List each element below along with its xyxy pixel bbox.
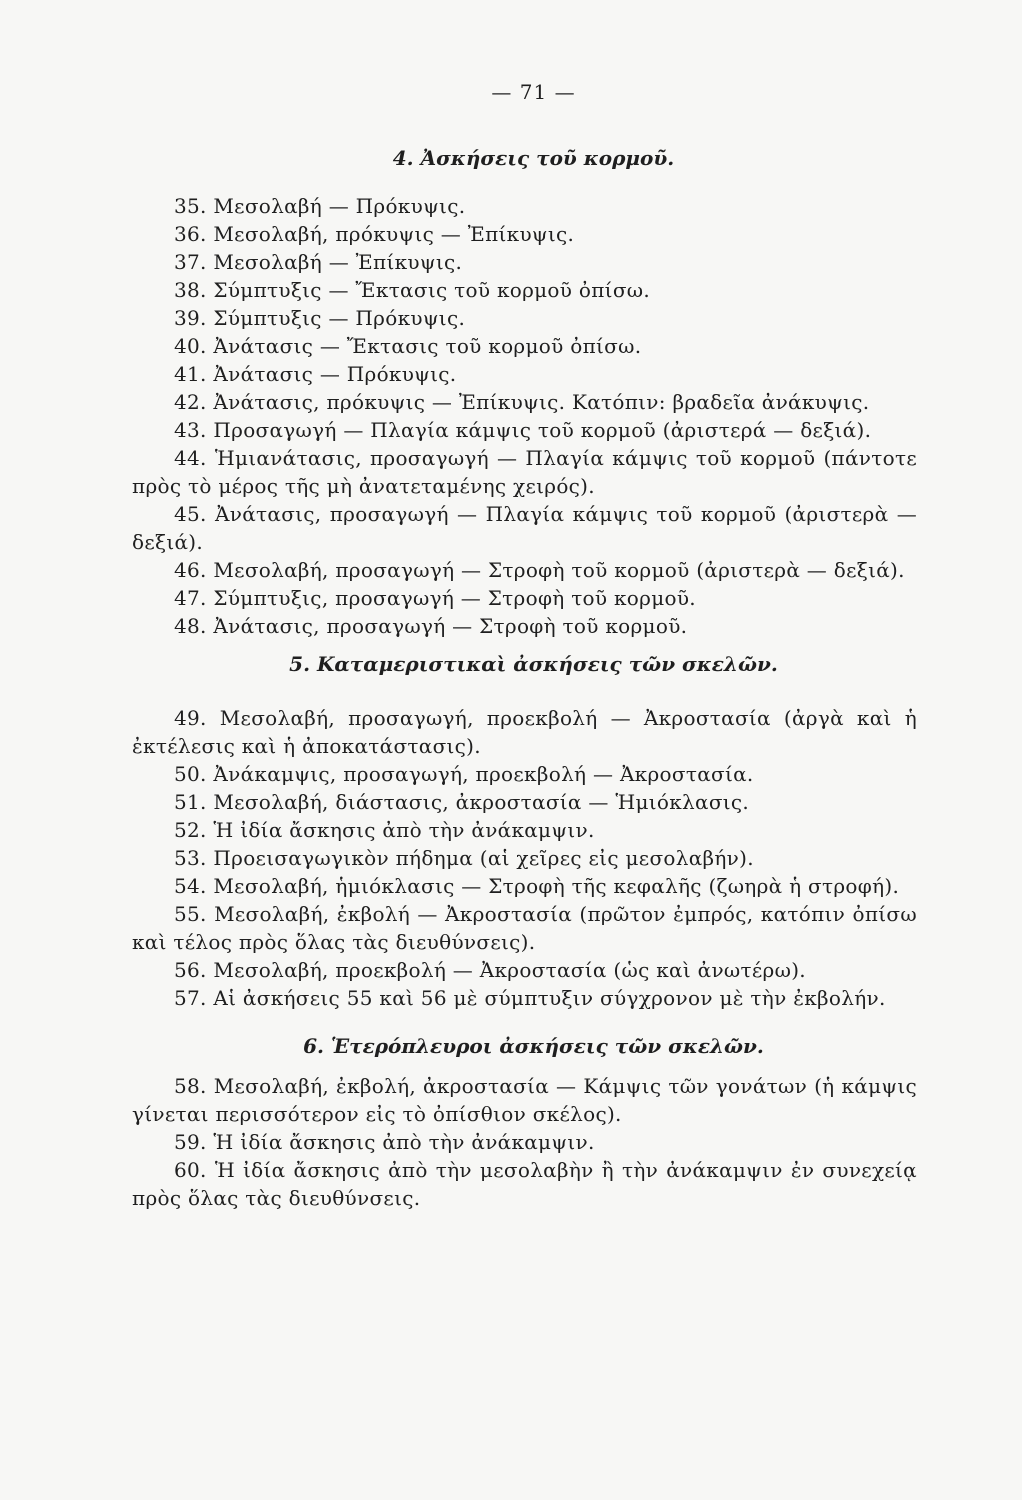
exercise-text: Μεσολαβή, διάστασις, ἀκροστασία — Ἡμιόκλασις.: [213, 790, 750, 814]
exercise-item: [132, 984, 917, 1012]
exercise-item: [132, 612, 917, 640]
exercise-item: [132, 192, 917, 220]
exercise-item: [132, 332, 917, 360]
exercise-number: 51.: [174, 790, 207, 814]
exercise-number: 52.: [174, 818, 207, 842]
exercise-item: [132, 416, 917, 444]
exercise-item: [132, 788, 917, 816]
exercise-item: [132, 1072, 917, 1128]
exercise-list: [132, 192, 917, 640]
exercise-item: [132, 844, 917, 872]
exercise-number: 42.: [174, 390, 207, 414]
exercise-number: 43.: [174, 418, 207, 442]
exercise-text: Ἡμιανάτασις, προσαγωγή — Πλαγία κάμψις τοῦ κορμοῦ (πάντοτε πρὸς τὸ μέρος τῆς μὴ ἀνατεταμένης χειρός).: [132, 446, 917, 498]
exercise-text: Μεσολαβή, ἐκβολή, ἀκροστασία — Κάμψις τῶν γονάτων (ἡ κάμψις γίνεται περισσότερον εἰς τὸ ὀπίσθιον σκέλος).: [132, 1074, 917, 1126]
exercise-item: [132, 556, 917, 584]
exercise-item: [132, 872, 917, 900]
exercise-text: Μεσολαβή, πρόκυψις — Ἐπίκυψις.: [213, 222, 575, 246]
exercise-number: 60.: [174, 1158, 207, 1182]
exercise-number: 56.: [174, 958, 207, 982]
exercise-item: [132, 956, 917, 984]
exercise-text: Μεσολαβή, προσαγωγή — Στροφὴ τοῦ κορμοῦ (ἀριστερὰ — δεξιά).: [213, 558, 905, 582]
exercise-text: Ἀνάτασις, πρόκυψις — Ἐπίκυψις. Κατόπιν: βραδεῖα ἀνάκυψις.: [213, 390, 870, 414]
exercise-text: Αἱ ἀσκήσεις 55 καὶ 56 μὲ σύμπτυξιν σύγχρονον μὲ τὴν ἐκβολήν.: [213, 986, 886, 1010]
exercise-item: [132, 360, 917, 388]
exercise-text: Ἡ ἰδία ἄσκησις ἀπὸ τὴν μεσολαβὴν ἢ τὴν ἀνάκαμψιν ἐν συνεχείᾳ πρὸς ὅλας τὰς διευθύνσεις.: [132, 1158, 917, 1210]
exercise-text: Προσαγωγή — Πλαγία κάμψις τοῦ κορμοῦ (ἀριστερά — δεξιά).: [213, 418, 872, 442]
section-leg-split-exercises: [132, 650, 917, 1012]
exercise-item: [132, 1156, 917, 1212]
page-number: — 71 —: [491, 80, 576, 104]
exercise-number: 50.: [174, 762, 207, 786]
exercise-number: 46.: [174, 558, 207, 582]
exercise-text: Σύμπτυξις — Ἔκτασις τοῦ κορμοῦ ὀπίσω.: [213, 278, 651, 302]
exercise-text: Σύμπτυξις — Πρόκυψις.: [213, 306, 466, 330]
exercise-item: [132, 760, 917, 788]
exercise-text: Μεσολαβή, προεκβολή — Ἀκροστασία (ὡς καὶ ἀνωτέρω).: [213, 958, 806, 982]
exercise-number: 53.: [174, 846, 207, 870]
exercise-number: 41.: [174, 362, 207, 386]
section-unilateral-leg-exercises: [132, 1032, 917, 1212]
section-trunk-exercises: [132, 144, 917, 640]
exercise-item: [132, 388, 917, 416]
exercise-text: Μεσολαβή — Ἐπίκυψις.: [213, 250, 463, 274]
exercise-text: Ἀνάτασις, προσαγωγή — Πλαγία κάμψις τοῦ κορμοῦ (ἀριστερὰ — δεξιά).: [132, 502, 917, 554]
exercise-item: [132, 900, 917, 956]
exercise-number: 45.: [174, 502, 207, 526]
exercise-number: 40.: [174, 334, 207, 358]
exercise-item: [132, 248, 917, 276]
exercise-number: 39.: [174, 306, 207, 330]
exercise-item: [132, 276, 917, 304]
exercise-item: [132, 444, 917, 500]
exercise-text: Ἀνάτασις — Ἔκτασις τοῦ κορμοῦ ὀπίσω.: [213, 334, 642, 358]
exercise-text: Μεσολαβή, ἐκβολή — Ἀκροστασία (πρῶτον ἐμπρός, κατόπιν ὀπίσω καὶ τέλος πρὸς ὅλας τὰς διευθύνσεις).: [132, 902, 917, 954]
exercise-number: 55.: [174, 902, 207, 926]
exercise-number: 54.: [174, 874, 207, 898]
section-heading: 5. Καταμεριστικαὶ ἀσκήσεις τῶν σκελῶν.: [289, 652, 778, 676]
exercise-item: [132, 304, 917, 332]
exercise-number: 35.: [174, 194, 207, 218]
section-heading: 6. Ἑτερόπλευροι ἀσκήσεις τῶν σκελῶν.: [303, 1034, 764, 1058]
exercise-text: Μεσολαβή, προσαγωγή, προεκβολή — Ἀκροστασία (ἀργὰ καὶ ἡ ἐκτέλεσις καὶ ἡ ἀποκατάστασις).: [132, 706, 917, 758]
exercise-text: Μεσολαβή, ἡμιόκλασις — Στροφὴ τῆς κεφαλῆς (ζωηρὰ ἡ στροφή).: [213, 874, 900, 898]
exercise-number: 58.: [174, 1074, 207, 1098]
exercise-list: [132, 704, 917, 1012]
exercise-text: Προεισαγωγικὸν πήδημα (αἱ χεῖρες εἰς μεσολαβήν).: [213, 846, 754, 870]
section-heading: 4. Ἀσκήσεις τοῦ κορμοῦ.: [392, 146, 675, 170]
exercise-item: [132, 220, 917, 248]
exercise-text: Ἀνάκαμψις, προσαγωγή, προεκβολή — Ἀκροστασία.: [213, 762, 754, 786]
exercise-number: 57.: [174, 986, 207, 1010]
exercise-number: 48.: [174, 614, 207, 638]
exercise-number: 38.: [174, 278, 207, 302]
exercise-number: 44.: [174, 446, 207, 470]
exercise-text: Ἡ ἰδία ἄσκησις ἀπὸ τὴν ἀνάκαμψιν.: [213, 818, 595, 842]
exercise-text: Ἀνάτασις — Πρόκυψις.: [213, 362, 457, 386]
exercise-item: [132, 500, 917, 556]
exercise-number: 37.: [174, 250, 207, 274]
exercise-number: 49.: [174, 706, 207, 730]
exercise-number: 36.: [174, 222, 207, 246]
exercise-text: Ἀνάτασις, προσαγωγή — Στροφὴ τοῦ κορμοῦ.: [213, 614, 688, 638]
exercise-item: [132, 816, 917, 844]
exercise-text: Μεσολαβή — Πρόκυψις.: [213, 194, 466, 218]
exercise-list: [132, 1072, 917, 1212]
exercise-item: [132, 584, 917, 612]
exercise-item: [132, 1128, 917, 1156]
exercise-text: Σύμπτυξις, προσαγωγή — Στροφὴ τοῦ κορμοῦ.: [213, 586, 696, 610]
exercise-item: [132, 704, 917, 760]
exercise-number: 47.: [174, 586, 207, 610]
exercise-number: 59.: [174, 1130, 207, 1154]
exercise-text: Ἡ ἰδία ἄσκησις ἀπὸ τὴν ἀνάκαμψιν.: [213, 1130, 595, 1154]
